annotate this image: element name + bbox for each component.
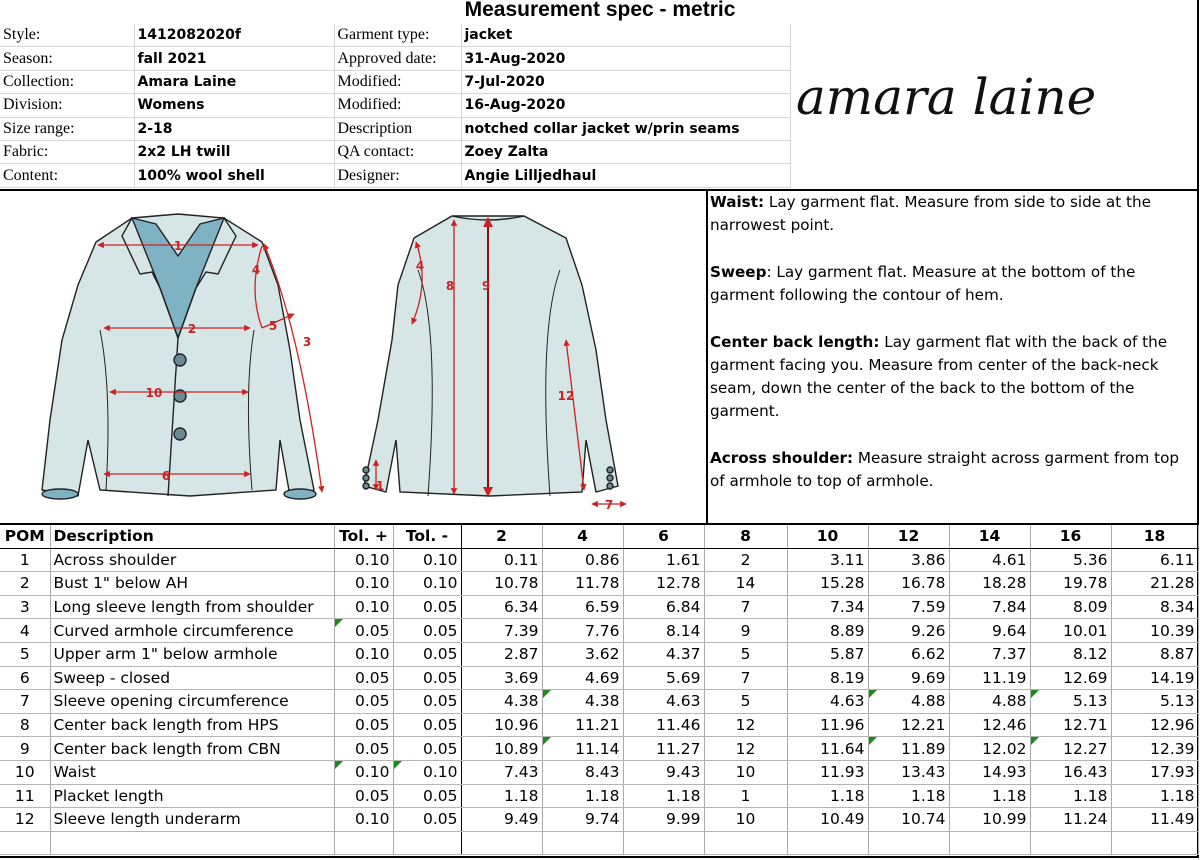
table-cell: 0.05 [393,690,461,714]
info-label: Designer: [334,164,461,187]
column-header: Tol. - [393,525,461,548]
info-row [0,140,790,163]
table-cell: 9.43 [623,760,704,784]
brand-logo [790,24,1200,189]
table-cell: 1 [0,548,50,572]
table-cell: 11.96 [787,713,868,737]
info-label: Season: [0,47,134,70]
table-cell: 0.05 [393,737,461,761]
info-value: 16-Aug-2020 [461,94,790,117]
table-cell: 0.05 [393,642,461,666]
table-cell: 8.14 [623,619,704,643]
label-7: 7 [604,498,614,512]
table-cell: Waist [50,760,334,784]
page-title: Measurement spec - metric [464,0,736,21]
table-cell: Sweep - closed [50,666,334,690]
table-row [0,572,1198,596]
table-cell: 0.05 [393,666,461,690]
table-cell: 3.11 [787,548,868,572]
table-cell: 3 [0,595,50,619]
info-label: Modified: [334,70,461,93]
info-row [0,164,790,187]
table-cell: 0.10 [334,760,393,784]
table-cell: 4.37 [623,642,704,666]
table-cell: 1.18 [787,784,868,808]
table-cell: 6.11 [1111,548,1198,572]
table-cell: 7.39 [461,619,542,643]
table-cell: 2 [0,572,50,596]
table-cell: 0.05 [393,619,461,643]
table-cell: 7 [704,595,787,619]
column-header: 18 [1111,525,1198,548]
divider-instructions [706,190,708,524]
table-cell: 2.87 [461,642,542,666]
table-cell: 7 [704,666,787,690]
column-header: 8 [704,525,787,548]
table-cell: 3.69 [461,666,542,690]
garment-sketch [0,190,706,524]
table-cell: 8 [0,713,50,737]
table-cell: 9.26 [868,619,949,643]
table-cell: Curved armhole circumference [50,619,334,643]
info-label: Collection: [0,70,134,93]
table-cell: 8.34 [1111,595,1198,619]
info-row [0,70,790,93]
info-row [0,117,790,140]
table-cell: 12 [704,713,787,737]
table-cell: 7.76 [542,619,623,643]
table-cell: 12.27 [1030,737,1111,761]
table-row [0,595,1198,619]
table-cell: 13.43 [868,760,949,784]
table-cell: 1.18 [1111,784,1198,808]
table-cell: Sleeve length underarm [50,808,334,832]
table-cell: 0.05 [334,619,393,643]
table-cell: 12.39 [1111,737,1198,761]
table-cell: 6 [0,666,50,690]
table-cell: 18.28 [949,572,1030,596]
info-value: 100% wool shell [134,164,334,187]
column-header: 12 [868,525,949,548]
info-value: 7-Jul-2020 [461,70,790,93]
table-cell: Center back length from CBN [50,737,334,761]
table-cell: Center back length from HPS [50,713,334,737]
info-label: Modified: [334,94,461,117]
info-value: fall 2021 [134,47,334,70]
table-cell: 1.18 [623,784,704,808]
instruction-waist: Waist: Lay garment flat. Measure from side to side at the narrowest point. [710,193,1151,235]
label-4: 4 [251,263,261,277]
info-label: Fabric: [0,140,134,163]
info-label: Style: [0,24,134,47]
table-cell: 5 [704,642,787,666]
table-cell: 7.34 [787,595,868,619]
table-cell: 8.09 [1030,595,1111,619]
table-cell: 0.10 [334,572,393,596]
table-cell: 9.74 [542,808,623,832]
table-cell: 5.87 [787,642,868,666]
table-cell: 11.49 [1111,808,1198,832]
label-8: 8 [445,279,455,293]
label-10: 10 [145,386,163,400]
table-cell: 4.38 [461,690,542,714]
column-header: Description [50,525,334,548]
table-row [0,713,1198,737]
table-cell: 0.05 [334,784,393,808]
table-cell: 0.05 [393,784,461,808]
table-cell: 2 [704,548,787,572]
table-cell: 7.84 [949,595,1030,619]
table-cell: 9.99 [623,808,704,832]
column-header: 10 [787,525,868,548]
column-header: Tol. + [334,525,393,548]
table-cell: 10.78 [461,572,542,596]
front-view [42,214,316,499]
table-cell: 0.10 [334,808,393,832]
table-cell: 10.01 [1030,619,1111,643]
frame-bottom [0,856,1198,858]
table-row [0,760,1198,784]
table-cell: 12.02 [949,737,1030,761]
info-row [0,94,790,117]
table-cell: 4.88 [949,690,1030,714]
info-value: notched collar jacket w/prin seams [461,117,790,140]
table-cell: 12.46 [949,713,1030,737]
instruction-across-shoulder: Across shoulder: Measure straight across garment from top of armhole to top of armhole. [710,448,1180,490]
table-cell: 0.10 [393,760,461,784]
table-cell: 0.10 [334,548,393,572]
table-row [0,666,1198,690]
logo-text: amara laine [796,68,1097,126]
info-label: Approved date: [334,47,461,70]
column-header: 16 [1030,525,1111,548]
label-2: 2 [187,322,197,336]
table-cell: 1.18 [1030,784,1111,808]
label-4-back: 4 [415,259,425,273]
table-cell: 4.63 [787,690,868,714]
column-header: POM [0,525,50,548]
table-cell: 0.10 [334,642,393,666]
table-cell: Across shoulder [50,548,334,572]
info-value: 1412082020f [134,24,334,47]
table-cell: Upper arm 1" below armhole [50,642,334,666]
table-cell: 1 [704,784,787,808]
info-value: Zoey Zalta [461,140,790,163]
table-cell: 8.43 [542,760,623,784]
table-cell: 10.74 [868,808,949,832]
table-cell: 1.61 [623,548,704,572]
table-cell: 15.28 [787,572,868,596]
table-cell: 3.62 [542,642,623,666]
table-cell: 0.11 [461,548,542,572]
table-cell: 11.19 [949,666,1030,690]
table-cell: 7 [0,690,50,714]
table-cell: 14.19 [1111,666,1198,690]
table-cell: 10 [704,760,787,784]
table-cell: 0.05 [393,595,461,619]
table-cell: 0.10 [334,595,393,619]
table-cell: 0.05 [393,713,461,737]
table-cell: 7.43 [461,760,542,784]
table-cell: 0.05 [334,737,393,761]
label-11: 1 [375,479,385,493]
table-cell: 8.12 [1030,642,1111,666]
table-cell: 8.19 [787,666,868,690]
table-cell: 4.38 [542,690,623,714]
table-cell: 12.21 [868,713,949,737]
label-9: 9 [481,279,491,293]
instruction-center-back: Center back length: Lay garment flat with the back of the garment facing you. Measure from center of the back-neck seam, down the center of the back to the bottom of the garment. [710,332,1168,421]
table-cell: 11.14 [542,737,623,761]
table-cell: 1.18 [949,784,1030,808]
table-cell: 4.61 [949,548,1030,572]
info-label: Size range: [0,117,134,140]
table-cell: 11.89 [868,737,949,761]
table-row [0,548,1198,572]
info-label: Description [334,117,461,140]
label-1: 1 [173,239,183,253]
table-cell: 14 [704,572,787,596]
table-cell: 5.13 [1111,690,1198,714]
table-row [0,690,1198,714]
table-cell: 12.69 [1030,666,1111,690]
table-cell: 5.36 [1030,548,1111,572]
table-cell: 17.93 [1111,760,1198,784]
table-cell: 11.24 [1030,808,1111,832]
column-header: 2 [461,525,542,548]
table-cell: 1.18 [868,784,949,808]
table-cell: 6.59 [542,595,623,619]
info-value: jacket [461,24,790,47]
table-cell: 0.10 [393,548,461,572]
table-cell: 10.96 [461,713,542,737]
table-cell: 16.78 [868,572,949,596]
info-value: Womens [134,94,334,117]
table-cell: Placket length [50,784,334,808]
table-cell: 9 [704,619,787,643]
info-label: Garment type: [334,24,461,47]
table-cell: 0.05 [334,666,393,690]
table-cell: 21.28 [1111,572,1198,596]
table-cell: 9.49 [461,808,542,832]
table-row [0,808,1198,832]
table-cell: Long sleeve length from shoulder [50,595,334,619]
table-cell: 12.71 [1030,713,1111,737]
table-row [0,784,1198,808]
info-label: Content: [0,164,134,187]
table-cell: 10 [704,808,787,832]
table-cell: 11.78 [542,572,623,596]
measurement-table [0,525,1199,855]
table-cell: 16.43 [1030,760,1111,784]
table-cell: 12.96 [1111,713,1198,737]
table-cell: 0.05 [334,690,393,714]
brand-logo-script [790,24,1200,189]
table-cell: 6.34 [461,595,542,619]
style-info-table [0,24,791,188]
table-cell: 10.39 [1111,619,1198,643]
instruction-sweep: Sweep: Lay garment flat. Measure at the bottom of the garment following the contour of hem. [710,262,1136,304]
table-cell: 11 [0,784,50,808]
table-cell: 8.89 [787,619,868,643]
measurement-instructions [710,191,1196,517]
table-cell: 11.27 [623,737,704,761]
table-cell: 11.46 [623,713,704,737]
label-12: 12 [557,389,575,403]
table-cell: 10.99 [949,808,1030,832]
label-5: 5 [268,319,278,333]
table-cell: 5 [0,642,50,666]
table-cell: 10.49 [787,808,868,832]
table-cell: 1.18 [461,784,542,808]
table-cell: 3.86 [868,548,949,572]
table-cell: 14.93 [949,760,1030,784]
table-cell: 10.89 [461,737,542,761]
table-cell: 8.87 [1111,642,1198,666]
table-cell: 5.69 [623,666,704,690]
table-cell: 1.18 [542,784,623,808]
table-cell: 7.59 [868,595,949,619]
info-value: 2x2 LH twill [134,140,334,163]
column-header: 4 [542,525,623,548]
table-cell: 0.86 [542,548,623,572]
table-cell: Sleeve opening circumference [50,690,334,714]
table-cell: 4.88 [868,690,949,714]
table-cell: 11.21 [542,713,623,737]
table-cell: 0.05 [393,808,461,832]
table-cell: 9 [0,737,50,761]
table-cell: 6.62 [868,642,949,666]
table-cell: 5.13 [1030,690,1111,714]
info-value: Angie Lilljedhaul [461,164,790,187]
table-cell: 4 [0,619,50,643]
table-cell: 9.69 [868,666,949,690]
table-cell: 19.78 [1030,572,1111,596]
info-row [0,47,790,70]
info-value: 31-Aug-2020 [461,47,790,70]
table-cell: 4.63 [623,690,704,714]
table-cell: 12 [704,737,787,761]
column-header: 14 [949,525,1030,548]
table-cell: 11.93 [787,760,868,784]
table-row [0,642,1198,666]
table-cell: 12 [0,808,50,832]
table-cell: 10 [0,760,50,784]
info-label: Division: [0,94,134,117]
table-cell: 0.10 [393,572,461,596]
table-cell: 6.84 [623,595,704,619]
label-3: 3 [302,335,312,349]
table-cell: Bust 1" below AH [50,572,334,596]
table-row [0,737,1198,761]
info-value: Amara Laine [134,70,334,93]
table-cell: 4.69 [542,666,623,690]
column-header: 6 [623,525,704,548]
info-label: QA contact: [334,140,461,163]
table-row-empty [0,831,1198,855]
table-cell: 5 [704,690,787,714]
info-row [0,24,790,47]
table-cell: 11.64 [787,737,868,761]
label-6: 6 [161,469,171,483]
table-cell: 0.05 [334,713,393,737]
table-cell: 7.37 [949,642,1030,666]
table-cell: 12.78 [623,572,704,596]
table-cell: 9.64 [949,619,1030,643]
info-value: 2-18 [134,117,334,140]
table-row [0,619,1198,643]
